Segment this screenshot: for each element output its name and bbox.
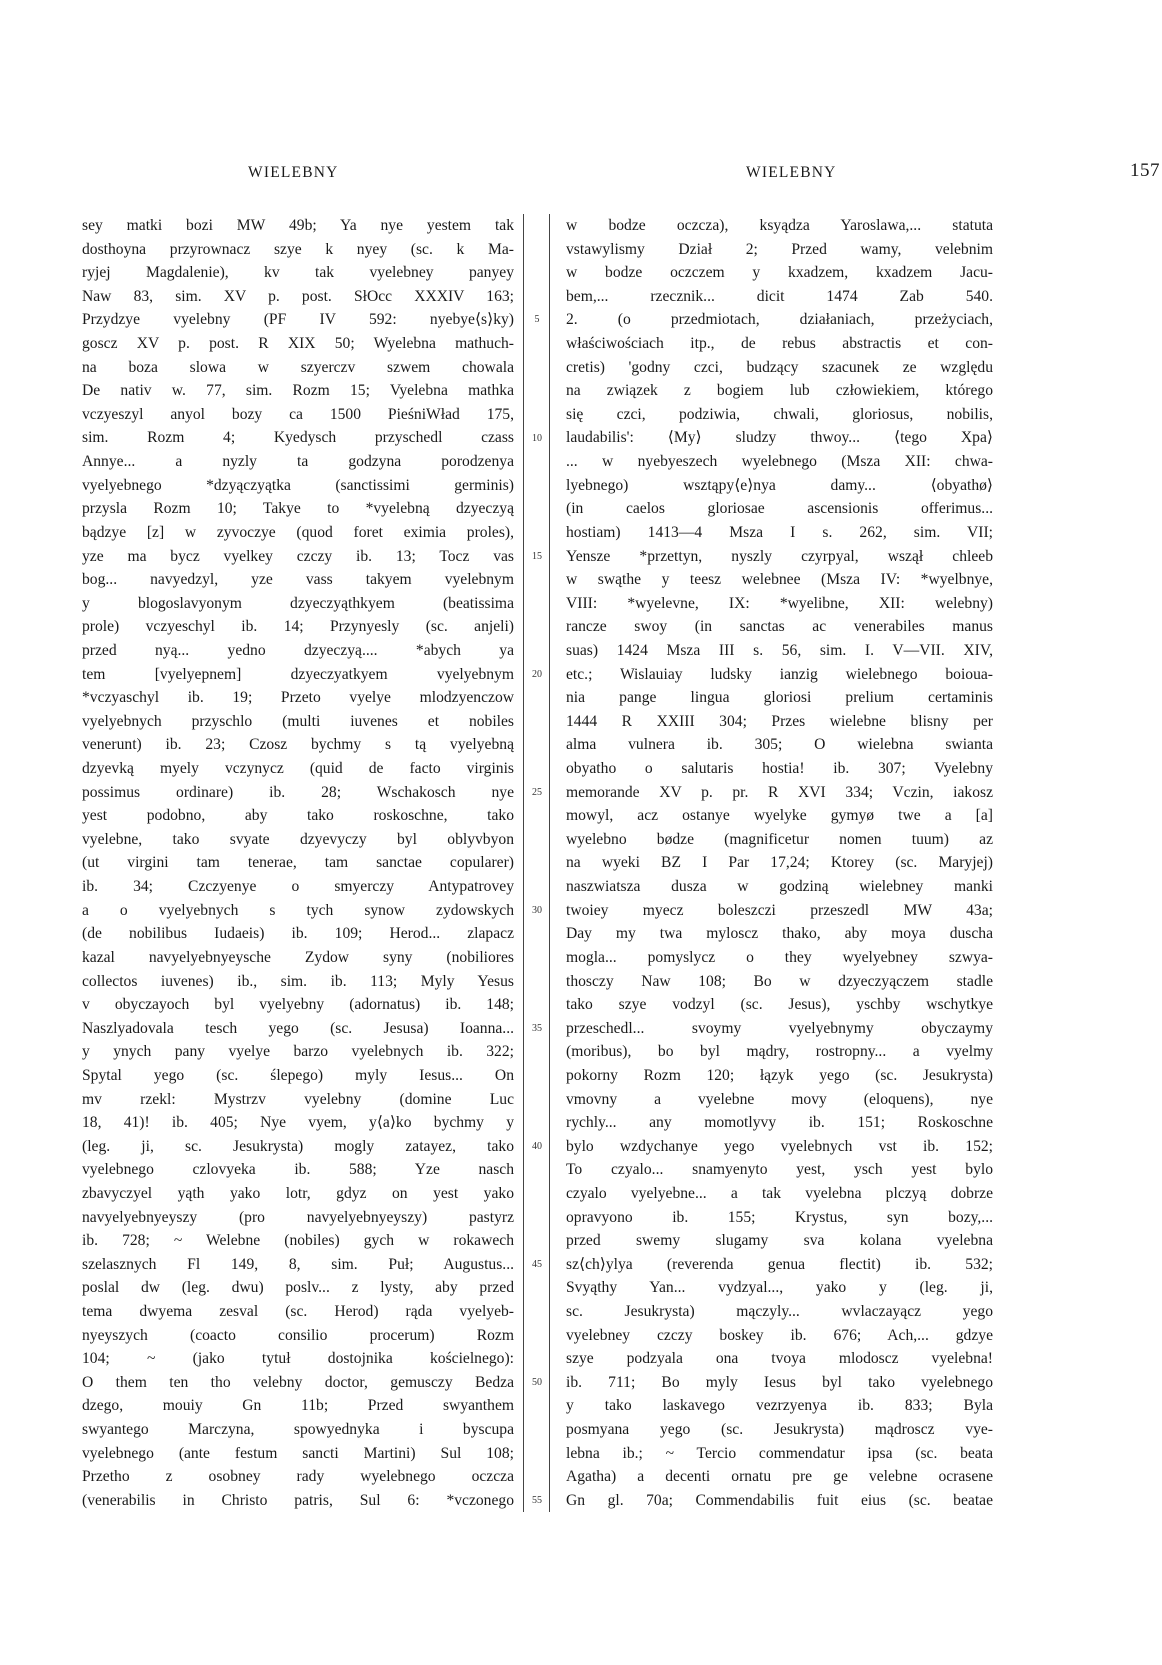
text-line: cretis) 'godny czci, budzący szacunek ze względu: [566, 358, 993, 376]
text-line: swyantego Marczyna, spowyednyka i byscupa: [82, 1421, 514, 1439]
text-line: vstawylismy Dział 2; Przed wamy, velebnim: [566, 240, 993, 258]
text-line: ... w nyebyeszech wyelebnego (Msza XII: chwa-: [566, 453, 993, 471]
text-line: na wyeki BZ I Par 17,24; Ktorey (sc. Maryjej): [566, 854, 993, 872]
text-line: twoiey myecz boleszczi przeszedl MW 43a;: [566, 901, 993, 919]
text-line: kazal navyelyebnyeysche Zydow syny (nobiliores: [82, 948, 514, 966]
text-line: tem [vyelyepnem] dzyeczyatkyem vyelyebnym: [82, 665, 514, 683]
text-line: rancze swoy (in sanctas ac venerabiles manus: [566, 618, 993, 636]
line-number: 40: [532, 1141, 542, 1153]
text-line: rychly... any momotlyvy ib. 151; Roskoschne: [566, 1114, 993, 1132]
text-line: poslal dw (leg. dwu) poslv... z lysty, aby przed: [82, 1279, 514, 1297]
text-line: vyelyebnych przyschlo (multi iuvenes et nobiles: [82, 712, 514, 730]
text-line: alma vulnera ib. 305; O wielebna swianta: [566, 736, 993, 754]
text-line: (in caelos gloriosae ascensionis offerimus...: [566, 500, 993, 518]
text-line: dzego, mouiy Gn 11b; Przed swyanthem: [82, 1397, 514, 1415]
text-line: się czci, podziwia, chwali, gloriosus, nobilis,: [566, 405, 993, 423]
text-line: venerunt) ib. 23; Czosz bychmy s tą vyelyebną: [82, 736, 514, 754]
text-line: szelasznych Fl 149, 8, sim. Puł; Augustus...: [82, 1255, 514, 1273]
text-line: vyelyebnego *dzyączyątka (sanctissimi germinis): [82, 476, 514, 494]
text-line: O them ten tho velebny doctor, gemusczy Bedza: [82, 1373, 514, 1391]
text-line: Annye... a nyzly ta godzyna porodzenya: [82, 453, 514, 471]
text-line: sey matki bozi MW 49b; Ya nye yestem tak: [82, 217, 514, 234]
text-line: collectos iuvenes) ib., sim. ib. 113; Myly Yesus: [82, 972, 514, 990]
text-line: y ynych pany vyelye barzo vyelebnych ib. 322;: [82, 1043, 514, 1061]
text-line: Agatha) a decenti ornatu pre ge velebne ocrasene: [566, 1468, 993, 1486]
text-line: przysla Rozm 10; Takye to *vyelebną dzyeczyą: [82, 500, 514, 518]
text-line: szye podzyala ona tvoya mlodoscz vyelebna!: [566, 1350, 993, 1368]
text-line: (ut virgini tam tenerae, tam sanctae copularer): [82, 854, 514, 872]
text-line: Przetho z osobney rady wyelebnego oczcza: [82, 1468, 514, 1486]
line-number: 35: [532, 1023, 542, 1035]
text-line: właściwościach itp., de rebus abstractis et con-: [566, 335, 993, 353]
text-line: navyelyebnyeyszy (pro navyelyebnyeyszy) pastyrz: [82, 1208, 514, 1226]
text-line: (venerabilis in Christo patris, Sul 6: *vczonego: [82, 1491, 514, 1509]
text-line: vmovny a vyelebne movy (eloquens), nye: [566, 1090, 993, 1108]
text-line: (moribus), bo byl mądry, rostropny... a vyelmy: [566, 1043, 993, 1061]
text-line: y tako laskavego vezrzyenya ib. 833; Byla: [566, 1397, 993, 1415]
text-line: memorande XV p. pr. R XVI 334; Vczin, iakosz: [566, 783, 993, 801]
text-line: opravyono ib. 155; Krystus, syn bozy,...: [566, 1208, 993, 1226]
text-line: wyelebno bødze (magnificetur nomen tuum) az: [566, 830, 993, 848]
text-line: vczyeszyl anyol bozy ca 1500 PieśniWład 175,: [82, 405, 514, 423]
line-number: 30: [532, 904, 542, 916]
text-line: Naszlyadovala tesch yego (sc. Jesusa) Ioanna...: [82, 1019, 514, 1037]
text-line: Svyąthy Yan... vydzyal..., yako y (leg. ji,: [566, 1279, 993, 1297]
text-line: mowyl, acz ostanye wyelyke gymyø twe a [a]: [566, 807, 993, 825]
text-line: thosczy Naw 108; Bo w dzyeczyączem stadle: [566, 972, 993, 990]
text-line: Day my twa myloscz thako, aby moya duscha: [566, 925, 993, 943]
line-number: 25: [532, 786, 542, 798]
text-line: vyelebnego (ante festum sancti Martini) Sul 108;: [82, 1444, 514, 1462]
text-line: Spytal yego (sc. ślepego) myly Iesus... On: [82, 1066, 514, 1084]
text-line: dzyevką myely vczynycz (quid de facto virginis: [82, 760, 514, 778]
text-line: v obyczayoch byl vyelyebny (adornatus) ib. 148;: [82, 996, 514, 1014]
column-rule-left: [523, 214, 524, 1512]
text-line: laudabilis': ⟨My⟩ sludzy thwoy... ⟨tego Xpa⟩: [566, 429, 993, 447]
page-number: 157: [1130, 160, 1160, 181]
text-line: na związek z bogiem lub człowiekiem, którego: [566, 382, 993, 400]
text-line: naszwiatsza dusza w godziną wielebney manki: [566, 878, 993, 896]
text-line: w swąthe y teesz welebnee (Msza IV: *wyelbnye,: [566, 571, 993, 589]
text-line: na boza slowa w szyerczv szwem chowala: [82, 358, 514, 376]
text-line: Yensze *przettyn, nyszly czyrpyal, wszął chleeb: [566, 547, 993, 565]
text-line: etc.; Wislauiay ludsky ianzig wielebnego boiouа-: [566, 665, 993, 683]
text-line: w bodze oczczem y kxadzem, kxadzem Jacu-: [566, 264, 993, 282]
text-line: bylo wzdychanye yego vyelebnych vst ib. 152;: [566, 1137, 993, 1155]
text-line: ib. 711; Bo myly Iesus byl tako vyelebnego: [566, 1373, 993, 1391]
line-number: 45: [532, 1259, 542, 1271]
text-line: y blogoslavyonym dzyeczyąthkyem (beatissima: [82, 594, 514, 612]
text-line: a o vyelyebnych s tych synow zydowskych: [82, 901, 514, 919]
text-line: przed nyą... yedno dzyeczyą.... *abych ya: [82, 641, 514, 659]
text-line: hostiam) 1413—4 Msza I s. 262, sim. VII;: [566, 523, 993, 541]
text-line: 1444 R XXIII 304; Przes wielebne blisny per: [566, 712, 993, 730]
text-line: sim. Rozm 4; Kyedysch przyschedl czass: [82, 429, 514, 447]
line-number: 20: [532, 668, 542, 680]
text-line: lebna ib.; ~ Tercio commendatur ipsa (sc. beata: [566, 1444, 993, 1462]
text-line: suas) 1424 Msza III s. 56, sim. I. V—VII. XIV,: [566, 641, 993, 659]
line-number: 55: [532, 1495, 542, 1507]
text-line: vyelebney czczy boskey ib. 676; Ach,... gdzye: [566, 1326, 993, 1344]
text-line: To czyalo... snamyenyto yest, ysch yest bylo: [566, 1161, 993, 1179]
text-line: Przydzye vyelebny (PF IV 592: nyebye⟨s⟩ky): [82, 311, 514, 329]
text-line: sz⟨ch⟩ylya (reverenda genua flectit) ib. 532;: [566, 1255, 993, 1273]
line-number: 15: [532, 550, 542, 562]
text-line: 2. (o przedmiotach, działaniach, przeżyciach,: [566, 311, 993, 329]
line-number: 5: [534, 314, 540, 326]
text-line: (leg. ji, sc. Jesukrysta) mogly zatayez, tako: [82, 1137, 514, 1155]
text-line: posmyana yego (sc. Jesukrysta) mądroscz vye-: [566, 1421, 993, 1439]
text-line: tema dwyema zesval (sc. Herod) rąda vyelyeb-: [82, 1303, 514, 1321]
text-line: yest podobno, aby tako roskoschne, tako: [82, 807, 514, 825]
text-line: bądzye [z] w zyvoczye (quod foret eximia proles),: [82, 523, 514, 541]
text-line: zbavyczyel yąth yako lotr, gdyz on yest yako: [82, 1184, 514, 1202]
text-line: obyatho o salutaris hostia! ib. 307; Vyelebny: [566, 760, 993, 778]
text-line: bog... navyedzyl, yze vass takyem vyelebnym: [82, 571, 514, 589]
text-line: sc. Jesukrysta) mączyly... wvlaczayącz yego: [566, 1303, 993, 1321]
text-line: ib. 728; ~ Welebne (nobiles) gych w rokawech: [82, 1232, 514, 1250]
text-line: mv rzekl: Mystrzv vyelebny (domine Luc: [82, 1090, 514, 1108]
text-line: (de nobilibus Iudaeis) ib. 109; Herod... zlapacz: [82, 925, 514, 943]
text-line: nyeyszych (coacto consilio procerum) Rozm: [82, 1326, 514, 1344]
text-line: possimus ordinare) ib. 28; Wschakosch nye: [82, 783, 514, 801]
text-line: VIII: *wyelevne, IX: *wyelibne, XII: welebny): [566, 594, 993, 612]
running-head-right: WIELEBNY: [746, 164, 837, 181]
text-line: nia pange lingua gloriosi prelium certaminis: [566, 689, 993, 707]
text-line: 104; ~ (jako tytuł dostojnika kościelnego):: [82, 1350, 514, 1368]
text-line: czyalo vyelyebne... a tak vyelebna plczyą dobrze: [566, 1184, 993, 1202]
right-column: [566, 214, 993, 1513]
text-line: przed swemy slugamy sva kolana vyelebna: [566, 1232, 993, 1250]
text-line: mogla... pomyslycz o they wyelyebney szwya-: [566, 948, 993, 966]
left-column: [82, 214, 514, 1513]
text-line: przeschedl... svoymy vyelyebnymy obyczaymy: [566, 1019, 993, 1037]
text-line: vyelebnego czlovyeka ib. 588; Yze nasch: [82, 1161, 514, 1179]
text-line: dosthoyna przyrownacz szye k nyey (sc. k Ma-: [82, 240, 514, 258]
text-line: ryjej Magdalenie), kv tak vyelebney panyey: [82, 264, 514, 282]
text-line: *vczyaschyl ib. 19; Przeto vyelye mlodzyenczow: [82, 689, 514, 707]
text-line: w bodze oczcza), ksyądza Yaroslawa,... statuta: [566, 217, 993, 234]
text-line: tako szye vodzyl (sc. Jesus), yschby wschytkye: [566, 996, 993, 1014]
column-rule-right: [549, 214, 550, 1512]
text-line: Naw 83, sim. XV p. post. SłOcc XXXIV 163;: [82, 287, 514, 305]
text-line: bem,... rzecznik... dicit 1474 Zab 540.: [566, 287, 993, 305]
text-line: goscz XV p. post. R XIX 50; Wyelebna mathuch-: [82, 335, 514, 353]
text-line: ib. 34; Czczyenye o smyerczy Antypatrovey: [82, 878, 514, 896]
text-line: yze ma bycz vyelkey czczy ib. 13; Tocz vas: [82, 547, 514, 565]
text-line: pokorny Rozm 120; łązyk yego (sc. Jesukrysta): [566, 1066, 993, 1084]
running-head-left: WIELEBNY: [248, 164, 339, 181]
text-line: 18, 41)! ib. 405; Nye vyem, y⟨a⟩ko bychmy y: [82, 1114, 514, 1132]
text-line: De nativ w. 77, sim. Rozm 15; Vyelebna mathka: [82, 382, 514, 400]
text-line: prole) vczyeschyl ib. 14; Przynyesly (sc. anjeli): [82, 618, 514, 636]
line-number: 50: [532, 1377, 542, 1389]
text-line: vyelebne, tako svyate dzyevyczy byl oblyvbyon: [82, 830, 514, 848]
text-line: lyebnego) wsztąpy⟨e⟩nya damy... ⟨obyathø⟩: [566, 476, 993, 494]
line-number: 10: [532, 432, 542, 444]
text-line: Gn gl. 70a; Commendabilis fuit eius (sc. beatae: [566, 1491, 993, 1509]
